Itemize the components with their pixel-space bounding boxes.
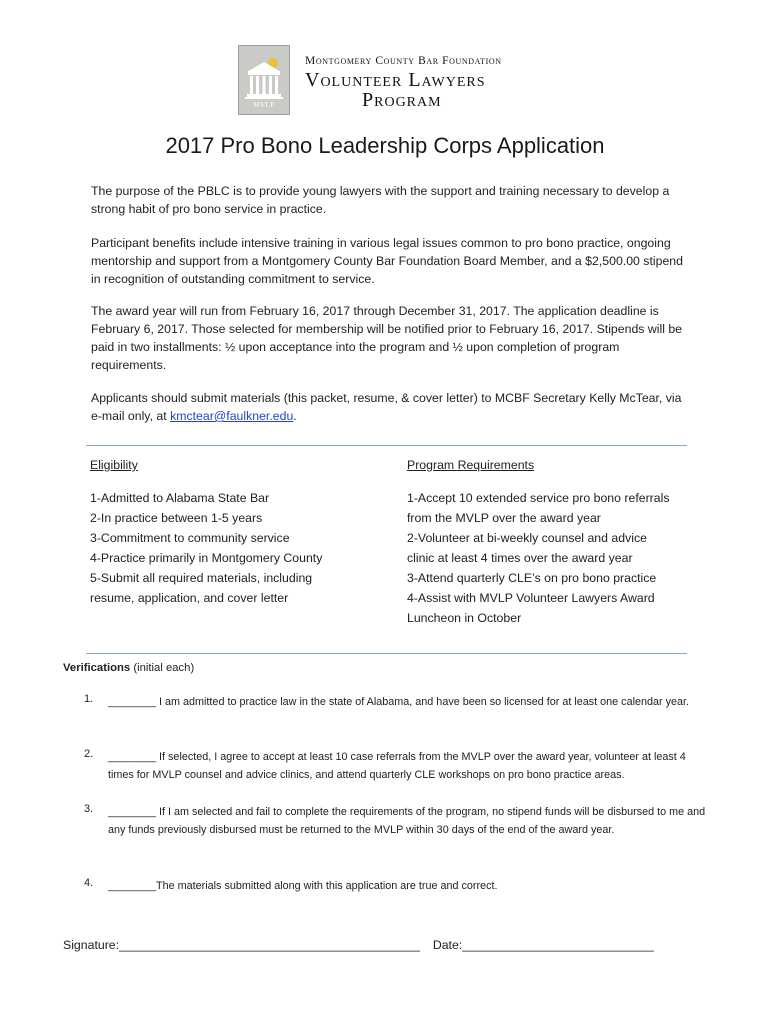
- eligibility-item: 3-Commitment to community service: [90, 531, 290, 545]
- organization-logo: [238, 45, 290, 115]
- requirements-list: [407, 488, 669, 628]
- org-name-line2: Volunteer Lawyers: [305, 69, 486, 91]
- section-divider: [86, 445, 687, 446]
- org-name-line1: Montgomery County Bar Foundation: [305, 55, 502, 67]
- eligibility-item: 4-Practice primarily in Montgomery County: [90, 551, 323, 565]
- award-year-paragraph: The award year will run from February 16, 2017 through December 31, 2017. The application deadline is February 6, 2017. Those selected for membership will be notified prior to February 16, 2017. Stipends will be paid in two installments: ½ upon acceptance into the program and ½ upon completion of program requirements.: [91, 304, 683, 372]
- section-divider: [86, 653, 687, 654]
- logo-caption: MVLP: [253, 101, 275, 109]
- requirement-item: Luncheon in October: [407, 611, 522, 625]
- requirement-item: 4-Assist with MVLP Volunteer Lawyers Award: [407, 591, 655, 605]
- submission-paragraph: [91, 389, 691, 425]
- signature-field[interactable]: ____________________________________________: [119, 938, 420, 952]
- eligibility-item: 1-Admitted to Alabama State Bar: [90, 491, 270, 505]
- eligibility-list: [90, 488, 322, 608]
- date-field[interactable]: ____________________________: [462, 938, 654, 952]
- eligibility-item: resume, application, and cover letter: [90, 591, 289, 605]
- purpose-paragraph: The purpose of the PBLC is to provide young lawyers with the support and training necessary to develop a strong habit of pro bono service in practice.: [91, 184, 670, 216]
- date-label: Date:: [432, 938, 463, 952]
- verification-item-4[interactable]: ________The materials submitted along with this application are true and correct.: [108, 880, 498, 892]
- requirement-item: 3-Attend quarterly CLE’s on pro bono practice: [407, 571, 657, 585]
- verification-item-1[interactable]: ________ I am admitted to practice law in the state of Alabama, and have been so licensed for at least one calendar year.: [108, 696, 690, 708]
- eligibility-item: 5-Submit all required materials, including: [90, 571, 313, 585]
- requirements-heading: Program Requirements: [407, 458, 535, 472]
- verification-item-3[interactable]: ________ If I am selected and fail to complete the requirements of the program, no stipend funds will be disbursed to me and any funds previously disbursed must be returned to the MVLP within 30 days of the end of the award year.: [108, 806, 706, 836]
- benefits-paragraph: Participant benefits include intensive training in various legal issues common to pro bono practice, ongoing mentorship and support from a Montgomery County Bar Foundation Board Member, and a $2,500.00 stipend in recognition of outstanding commitment to service.: [91, 236, 683, 286]
- signature-row: [63, 938, 654, 952]
- eligibility-heading: Eligibility: [90, 458, 138, 472]
- org-name-line3: Program: [362, 89, 442, 111]
- verifications-title: Verifications: [63, 662, 131, 674]
- verification-item-2[interactable]: ________ If selected, I agree to accept at least 10 case referrals from the MVLP over the award year, volunteer at least 4 times for MVLP counsel and advice clinics, and attend quarterly CLE workshops on pro bono practice areas.: [108, 751, 686, 781]
- verifications-heading: [63, 662, 194, 674]
- requirement-item: from the MVLP over the award year: [407, 511, 601, 525]
- verification-number: 1.: [84, 693, 94, 705]
- verification-number: 2.: [84, 748, 94, 760]
- verifications-note: (initial each): [133, 662, 195, 674]
- signature-label: Signature:: [63, 938, 120, 952]
- requirement-item: clinic at least 4 times over the award year: [407, 551, 633, 565]
- verification-number: 3.: [84, 803, 94, 815]
- submission-text: Applicants should submit materials (this packet, resume, & cover letter) to MCBF Secretary Kelly McTear, via e-mail only, at: [91, 391, 682, 423]
- email-link[interactable]: kmctear@faulkner.edu: [170, 409, 294, 423]
- eligibility-item: 2-In practice between 1-5 years: [90, 511, 263, 525]
- requirement-item: 2-Volunteer at bi-weekly counsel and advice: [407, 531, 647, 545]
- requirement-item: 1-Accept 10 extended service pro bono referrals: [407, 491, 670, 505]
- page-title: 2017 Pro Bono Leadership Corps Application: [165, 133, 605, 158]
- submission-suffix: .: [293, 409, 297, 423]
- verification-number: 4.: [84, 877, 94, 889]
